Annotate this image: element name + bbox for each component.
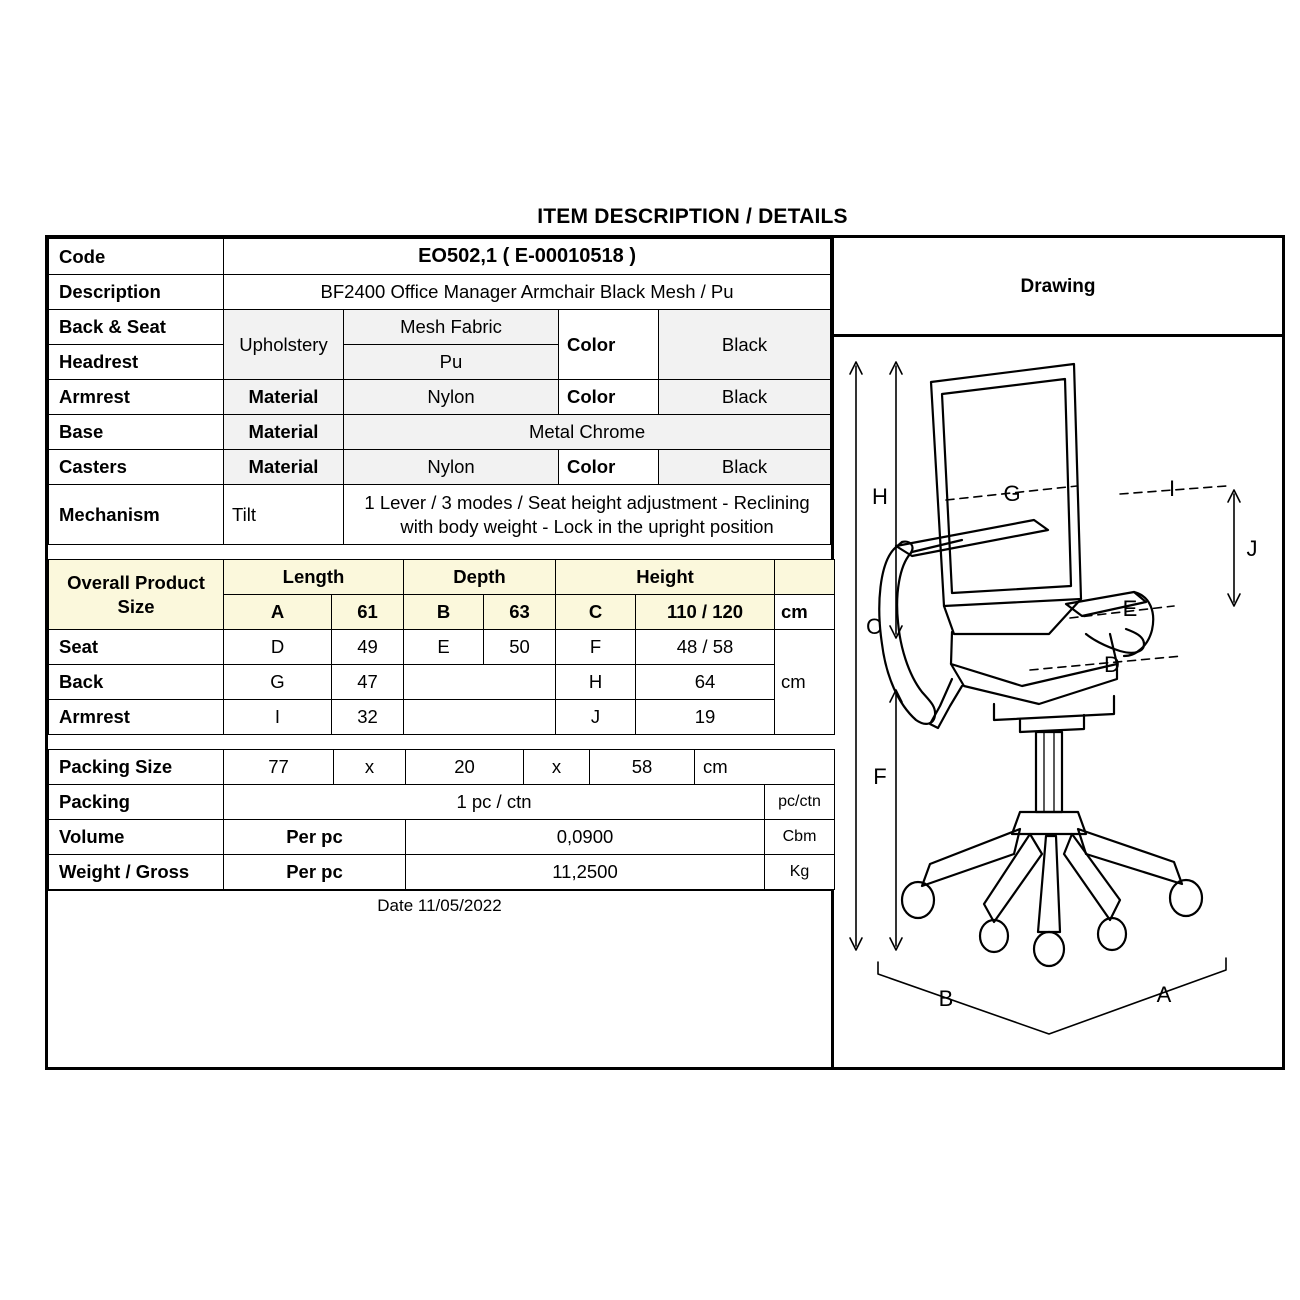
volume-label: Volume xyxy=(49,820,224,855)
label-D: D xyxy=(1104,652,1120,677)
packing-size-height: 58 xyxy=(590,750,695,785)
caster-right xyxy=(1170,880,1202,916)
back-depth-value xyxy=(404,665,556,700)
label-F: F xyxy=(873,764,887,789)
armrest-label: Armrest xyxy=(49,380,224,415)
caster-left xyxy=(902,882,934,918)
packing-size-x1: x xyxy=(334,750,406,785)
headrest-label: Headrest xyxy=(49,345,224,380)
packing-value: 1 pc / ctn xyxy=(224,785,765,820)
chair-drawing xyxy=(834,334,1282,1067)
table-row xyxy=(49,750,835,785)
back-label: Back xyxy=(49,665,224,700)
length-header: Length xyxy=(224,560,404,595)
armrest-dim-label: Armrest xyxy=(49,700,224,735)
depth-header: Depth xyxy=(404,560,556,595)
casters-material-label: Material xyxy=(224,450,344,485)
label-I: I xyxy=(1168,476,1176,501)
color-label-3: Color xyxy=(559,450,659,485)
label-J: J xyxy=(1246,536,1258,561)
armrest-height-value: 19 xyxy=(636,700,775,735)
label-H: H xyxy=(872,484,888,509)
seat-height-value: 48 / 58 xyxy=(636,630,775,665)
mechanism-value: 1 Lever / 3 modes / Seat height adjustment - Reclining with body weight - Lock in the upright position xyxy=(344,485,831,545)
overall-length-value: 61 xyxy=(332,595,404,630)
seat-length-key: D xyxy=(224,630,332,665)
gas-cylinder xyxy=(1036,732,1062,812)
back-length-value: 47 xyxy=(332,665,404,700)
back-height-value: 64 xyxy=(636,665,775,700)
color-value-3: Black xyxy=(659,450,831,485)
seat-depth-value: 50 xyxy=(484,630,556,665)
page-title: ITEM DESCRIPTION / DETAILS xyxy=(537,205,848,228)
packing-size-length: 77 xyxy=(224,750,334,785)
specification-column xyxy=(48,238,834,1067)
seat-length-value: 49 xyxy=(332,630,404,665)
casters-label: Casters xyxy=(49,450,224,485)
overall-height-value: 110 / 120 xyxy=(636,595,775,630)
overall-unit: cm xyxy=(775,595,835,630)
right-armrest xyxy=(1086,629,1144,653)
base-leg-front-left xyxy=(984,834,1042,922)
base-label: Base xyxy=(49,415,224,450)
table-row xyxy=(49,450,831,485)
overall-size-label: Overall Product Size xyxy=(49,560,224,630)
table-row xyxy=(49,820,835,855)
dimensions-table xyxy=(48,559,835,749)
tilt-label: Tilt xyxy=(224,485,344,545)
volume-unit: Cbm xyxy=(765,820,835,855)
table-row xyxy=(49,485,831,545)
base-material-label: Material xyxy=(224,415,344,450)
armrest-height-key: J xyxy=(556,700,636,735)
base-leg-center xyxy=(1038,836,1060,932)
seat-height-key: F xyxy=(556,630,636,665)
table-row xyxy=(49,239,831,275)
label-E: E xyxy=(1122,596,1138,621)
base-leg-front-right xyxy=(1064,834,1120,920)
specification-table xyxy=(48,238,831,559)
overall-length-key: A xyxy=(224,595,332,630)
table-row xyxy=(49,855,835,890)
label-G: G xyxy=(1003,481,1021,506)
pu-value: Pu xyxy=(344,345,559,380)
sheet-frame xyxy=(45,235,1285,1070)
weight-value: 11,2500 xyxy=(406,855,765,890)
packing-size-unit: cm xyxy=(695,750,835,785)
overall-depth-value: 63 xyxy=(484,595,556,630)
mesh-fabric-value: Mesh Fabric xyxy=(344,310,559,345)
code-label: Code xyxy=(49,239,224,275)
table-row xyxy=(49,700,835,735)
table-row xyxy=(49,560,835,595)
armrest-length-key: I xyxy=(224,700,332,735)
table-row xyxy=(49,785,835,820)
packing-size-width: 20 xyxy=(406,750,524,785)
back-unit: cm xyxy=(775,665,835,700)
height-header: Height xyxy=(556,560,775,595)
armrest-material-label: Material xyxy=(224,380,344,415)
back-seat-label: Back & Seat xyxy=(49,310,224,345)
armrest-length-value: 32 xyxy=(332,700,404,735)
table-separator xyxy=(49,735,835,750)
color-value-1: Black xyxy=(659,310,831,380)
volume-value: 0,0900 xyxy=(406,820,765,855)
back-height-key: H xyxy=(556,665,636,700)
description-value: BF2400 Office Manager Armchair Black Mesh / Pu xyxy=(224,275,831,310)
base-leg-right xyxy=(1078,829,1182,884)
drawing-header: Drawing xyxy=(1020,276,1096,297)
drawing-column xyxy=(834,238,1282,1067)
seat-unit xyxy=(775,630,835,665)
packing-size-label: Packing Size xyxy=(49,750,224,785)
code-value: EO502,1 ( E-00010518 ) xyxy=(224,239,831,275)
label-B: B xyxy=(938,986,954,1011)
mechanism-label: Mechanism xyxy=(49,485,224,545)
back-length-key: G xyxy=(224,665,332,700)
color-label-2: Color xyxy=(559,380,659,415)
color-value-2: Black xyxy=(659,380,831,415)
armrest-material-value: Nylon xyxy=(344,380,559,415)
label-A: A xyxy=(1156,982,1172,1007)
seat-cushion xyxy=(951,632,1117,686)
packing-table xyxy=(48,749,835,890)
table-row xyxy=(49,630,835,665)
packing-size-x2: x xyxy=(524,750,590,785)
weight-label: Weight / Gross xyxy=(49,855,224,890)
unit-header-blank xyxy=(775,560,835,595)
chair-drawing-svg xyxy=(834,334,1279,1069)
base-hub xyxy=(1012,812,1086,834)
volume-per: Per pc xyxy=(224,820,406,855)
armrest-depth-value xyxy=(404,700,556,735)
color-label-1: Color xyxy=(559,310,659,380)
overall-depth-key: B xyxy=(404,595,484,630)
caster-front-left xyxy=(980,920,1008,952)
seat-depth-key: E xyxy=(404,630,484,665)
packing-label: Packing xyxy=(49,785,224,820)
table-separator xyxy=(49,545,831,560)
left-armrest xyxy=(879,542,935,724)
table-row xyxy=(49,310,831,345)
weight-unit: Kg xyxy=(765,855,835,890)
date-footer: Date 11/05/2022 xyxy=(48,890,831,922)
base-leg-left xyxy=(922,829,1020,886)
table-row xyxy=(49,415,831,450)
base-material-value: Metal Chrome xyxy=(344,415,831,450)
label-C: C xyxy=(866,614,882,639)
table-row xyxy=(49,380,831,415)
seat-label: Seat xyxy=(49,630,224,665)
tilt-lever xyxy=(930,679,962,728)
table-row xyxy=(49,275,831,310)
armrest-unit xyxy=(775,700,835,735)
spec-sheet xyxy=(45,205,1285,1085)
table-row xyxy=(49,665,835,700)
caster-front-right xyxy=(1098,918,1126,950)
dim-line-footprint xyxy=(878,958,1226,1034)
weight-per: Per pc xyxy=(224,855,406,890)
caster-center xyxy=(1034,932,1064,966)
overall-height-key: C xyxy=(556,595,636,630)
casters-material-value: Nylon xyxy=(344,450,559,485)
packing-unit: pc/ctn xyxy=(765,785,835,820)
description-label: Description xyxy=(49,275,224,310)
upholstery-label: Upholstery xyxy=(224,310,344,380)
